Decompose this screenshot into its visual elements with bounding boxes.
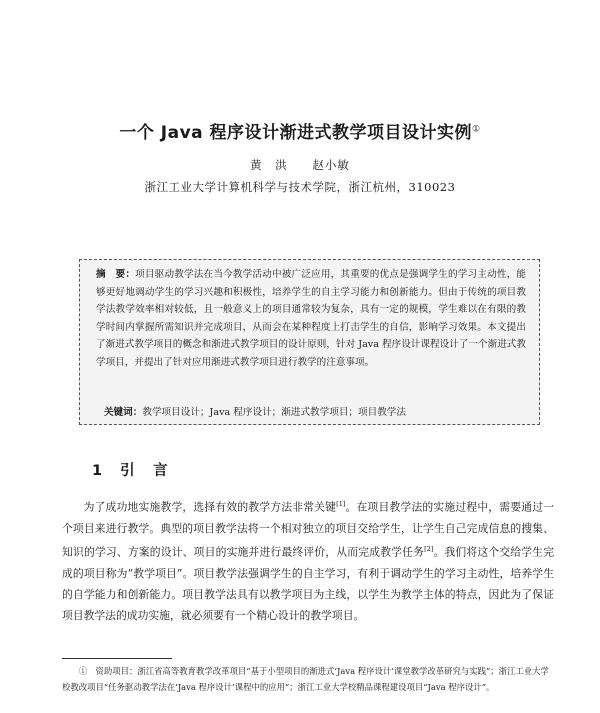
footnote-rule [62,658,172,659]
text-run: 为了成功地实施教学，选择有效的教学方法非常关键 [83,500,337,514]
section-number: 1 [92,463,105,479]
footnote [62,663,550,695]
abstract-text: 项目驱动教学法在当今教学活动中被广泛应用，其重要的优点是强调学生的学习主动性，能够更好地调动学生的学习兴趣和积极性，培养学生的自主学习能力和创新能力。但由于传统的项目教学法教学效率相对较低，且一般意义上的项目通常较为复杂，具有一定的规模，学生难以在有限的教学时间内掌握所需知识并完成项目，从而会在某种程度上打击学生的自信，影响学习效果。本文提出了渐进式教学项目的概念和渐进式教学项目的设计原则，针对 Java 程序设计课程设计了一个渐进式教学项目，并提出了针对应用渐进式教学项目进行教学的注意事项。 [96,269,527,368]
section-heading [92,459,170,480]
paragraph [62,494,554,626]
abstract [96,266,526,372]
section-title: 引 言 [120,463,170,479]
abstract-label: 摘 要： [96,269,136,280]
author-name: 黄 洪 [250,158,288,172]
affiliation: 浙江工业大学计算机科学与技术学院，浙江杭州，310023 [144,180,456,194]
author-list [0,157,600,173]
citation: [2] [424,545,434,553]
body-text [62,494,554,626]
keywords-text: 教学项目设计；Java 程序设计；渐进式教学项目；项目教学法 [142,407,406,418]
keywords-label: 关键词： [104,407,143,418]
author-name: 赵小敏 [312,158,350,172]
footnote-mark: ① [78,666,88,676]
keywords [104,404,534,418]
title-text: 一个 Java 程序设计渐进式教学项目设计实例 [119,123,473,143]
citation: [1] [336,500,346,508]
footnote-text: 资助项目：浙江省高等教育教学改革项目“基于小型项目的渐进式‘Java 程序设计’课堂教学改革研究与实践”；浙江工业大学校教改项目“任务驱动教学法在‘Java 程序设计’课程中的应用”；浙江工业大学校精品课程建设项目“Java 程序设计”。 [62,666,549,692]
paper-title [0,118,600,143]
title-footnote-mark: ① [472,124,481,135]
text-run: 。在项目教学法的实施过程中，需要通过一个项目来进行教学。典型的项目教学法将一个相对独立的项目交给学生，让学生自己完成信息的搜集、知识的学习、方案的设计、项目的实施并进行最终评价，从而完成教学任务 [62,500,555,559]
text-run: 。我们将这个交给学生完成的项目称为“教学项目”。项目教学法强调学生的自主学习，有利于调动学生的学习主动性，培养学生的自学能力和创新能力。项目教学法具有以教学项目为主线，以学生为教学主体的特点，因此为了保证项目教学法的成功实施，就必须要有一个精心设计的教学项目。 [62,545,555,623]
